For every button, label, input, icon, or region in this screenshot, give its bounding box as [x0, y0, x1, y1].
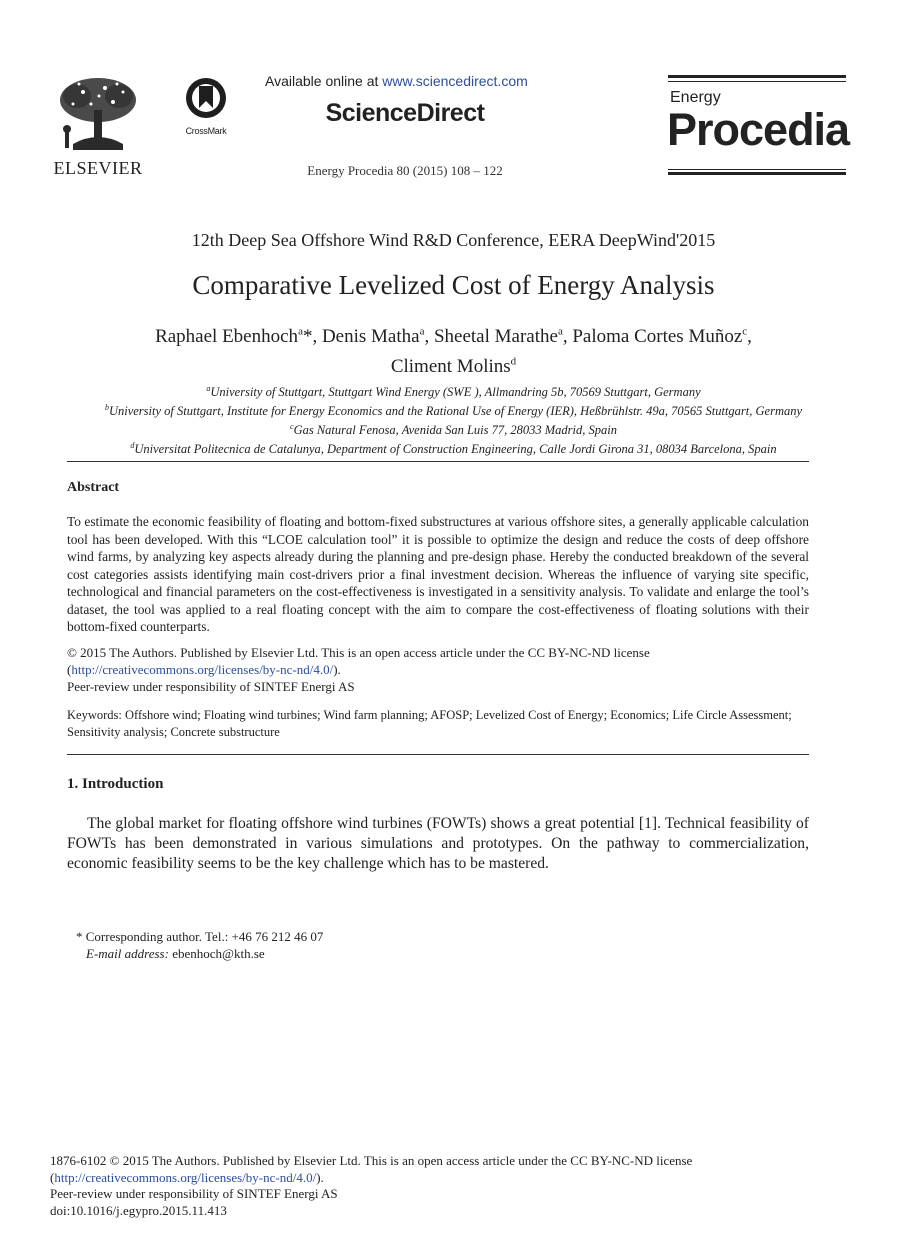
crossmark-label: CrossMark — [185, 126, 227, 136]
available-prefix: Available online at — [265, 73, 383, 89]
affiliation-list — [40, 381, 867, 458]
license-url-line: (http://creativecommons.org/licenses/by-nc-nd/4.0/). — [67, 662, 341, 677]
crossmark-icon — [183, 76, 229, 120]
procedia-journal-big: Procedia — [667, 104, 850, 155]
corresponding-author-email: E-mail address: ebenhoch@kth.se — [86, 946, 265, 961]
license-line: © 2015 The Authors. Published by Elsevier Ltd. This is an open access article under the CC BY-NC-ND license — [67, 645, 650, 660]
footer-license: 1876-6102 © 2015 The Authors. Published by Elsevier Ltd. This is an open access article under the CC BY-NC-ND license — [50, 1153, 693, 1168]
journal-reference: Energy Procedia 80 (2015) 108 – 122 — [307, 163, 503, 178]
author: Raphael Ebenhoch$^a$*, — [155, 326, 322, 348]
introduction-text: The global market for floating offshore wind turbines (FOWTs) shows a great potential [1]. Technical feasibility of FOWTs has been demonstrated in various simulations and prototypes. On the pathway to commercialization, economic feasibility seems to be the key challenge which has to be mastered. — [67, 815, 809, 872]
corresponding-author-note — [76, 928, 576, 962]
abstract-heading: Abstract — [67, 480, 120, 495]
affiliation: $^b$University of Stuttgart, Institute for Energy Economics and the Rational Use of Energy (IER), Heßbrühlstr. 49a, 70565 Stuttgart, Germany — [104, 403, 803, 419]
abstract-text: To estimate the economic feasibility of floating and bottom-fixed substructures at various offshore sites, a generally applicable calculation tool has been developed. With this “LCOE calculation tool” it is possible to optimize the design and reduce the costs of deep offshore wind farms, by analyzing key aspects already during the planning and pre-design phase. Hereby the conducted breakdown of the several cost categories assists identifying main cost-drivers prior a final investment decision. Whereas the influence of varying site specific, technological and financial parameters on the cost-effectiveness is investigated in a sensitivity analysis. To validate and enlarge the tool’s dataset, the tool was applied to a real floating concept with the aim to compare the cost-effectiveness of floating solutions with their bottom-fixed counterparts. — [67, 514, 809, 634]
sciencedirect-link[interactable]: www.sciencedirect.com — [382, 73, 528, 89]
footer-peer-review: Peer-review under responsibility of SINTEF Energi AS — [50, 1186, 338, 1201]
procedia-rule-top — [668, 75, 846, 78]
energy-procedia-logo — [667, 75, 850, 177]
affiliation: $^a$University of Stuttgart, Stuttgart Wind Energy (SWE ), Allmandring 5b, 70569 Stuttgart, Germany — [206, 384, 701, 400]
footer-url-line: (http://creativecommons.org/licenses/by-nc-nd/4.0/). — [50, 1169, 324, 1185]
divider-bottom — [67, 754, 809, 755]
crossmark-badge[interactable] — [176, 76, 236, 136]
procedia-rule-bottom — [668, 172, 846, 175]
procedia-rule-top-thin — [668, 81, 846, 82]
author: Sheetal Marathe$^a$, — [433, 326, 573, 348]
license-block — [67, 644, 809, 695]
paper-title: Comparative Levelized Cost of Energy Analysis — [192, 270, 715, 300]
corresponding-author-tel: * Corresponding author. Tel.: +46 76 212 46 07 — [76, 929, 324, 944]
footer-doi[interactable]: doi:10.1016/j.egypro.2015.11.413 — [50, 1202, 227, 1218]
procedia-rule-bottom-thin — [668, 169, 846, 170]
available-online — [265, 73, 555, 89]
elsevier-tree-icon — [53, 74, 143, 152]
author: Paloma Cortes Muñoz$^c$, — [572, 326, 752, 348]
page-footer — [50, 1153, 860, 1219]
section-heading-introduction: 1. Introduction — [67, 776, 164, 792]
license-link[interactable]: http://creativecommons.org/licenses/by-nc-nd/4.0/ — [71, 662, 334, 677]
footer-license-link[interactable]: http://creativecommons.org/licenses/by-nc-nd/4.0/ — [54, 1169, 317, 1185]
author: Denis Matha$^a$, — [321, 326, 434, 348]
procedia-journal-small: Energy — [670, 89, 721, 106]
author-list — [80, 320, 827, 379]
author: Climent Molins$^d$ — [390, 355, 517, 377]
sciencedirect-brand: ScienceDirect — [325, 99, 485, 127]
divider-top — [67, 461, 809, 462]
affiliation: $^c$Gas Natural Fenosa, Avenida San Luis 77, 28033 Madrid, Spain — [290, 422, 617, 438]
peer-review-note: Peer-review under responsibility of SINTEF Energi AS — [67, 679, 355, 694]
elsevier-logo — [50, 74, 146, 178]
keywords: Keywords: Offshore wind; Floating wind turbines; Wind farm planning; AFOSP; Levelized Cost of Energy; Economics; Life Circle Assessment; Sensitivity analysis; Concrete substructure — [67, 708, 792, 739]
conference-name: 12th Deep Sea Offshore Wind R&D Conference, EERA DeepWind'2015 — [191, 230, 716, 250]
publisher-name: ELSEVIER — [53, 158, 143, 178]
affiliation: $^d$Universitat Politecnica de Catalunya, Department of Construction Engineering, Calle Jordi Girona 31, 08034 Barcelona, Spain — [130, 441, 777, 457]
